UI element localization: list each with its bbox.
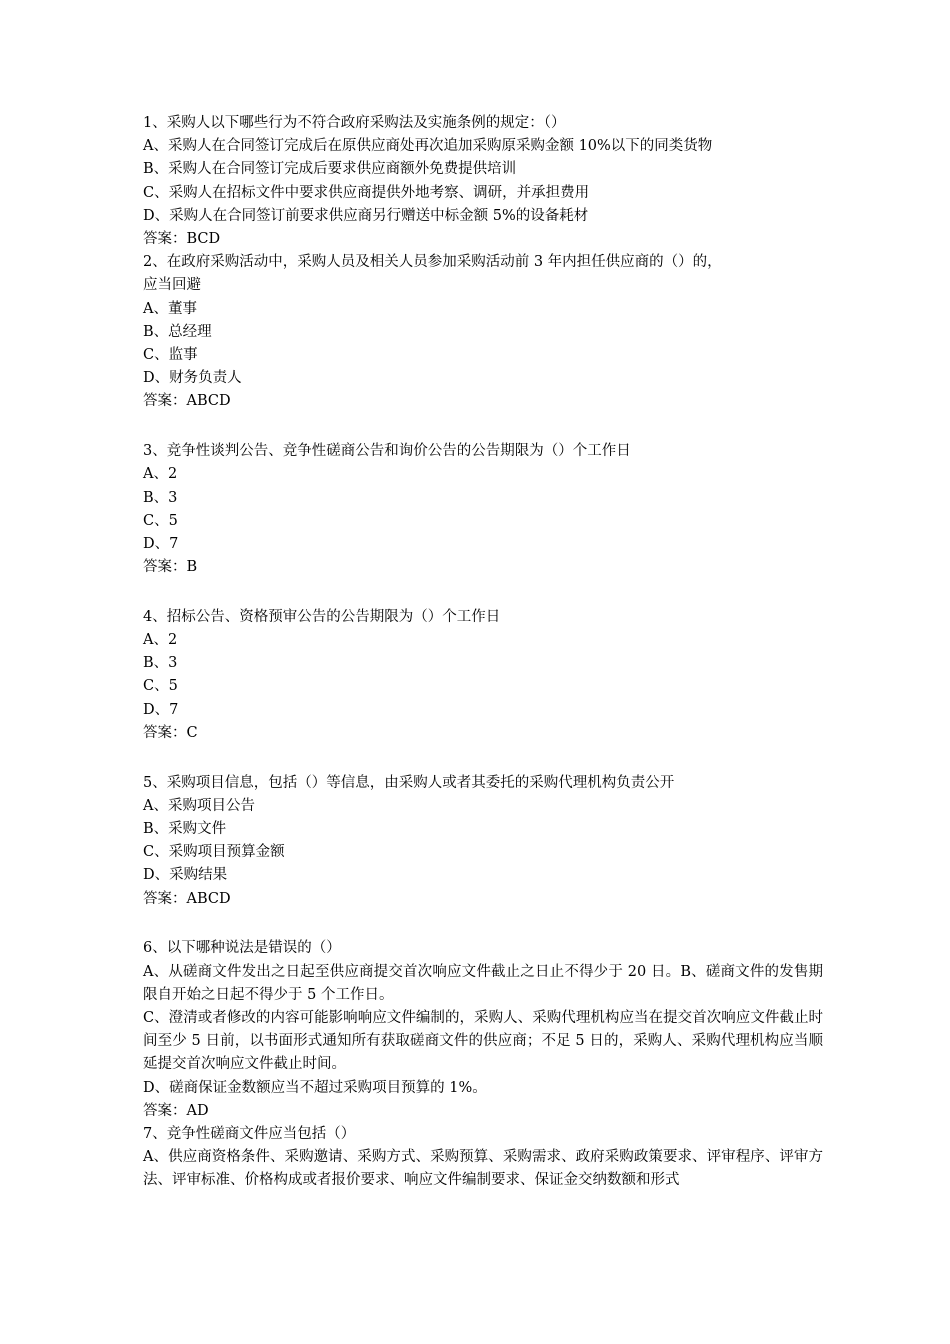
answer: 答案：C <box>143 724 198 741</box>
option-a: A、采购人在合同签订完成后在原供应商处再次追加采购原采购金额 10%以下的同类货物 <box>143 138 713 155</box>
option-a: A、2 <box>143 466 178 483</box>
option-c: C、监事 <box>143 347 198 364</box>
spacer <box>143 414 823 441</box>
option-d: D、财务负责人 <box>143 370 242 387</box>
question-stem: 6、以下哪种说法是错误的（） <box>143 940 341 957</box>
question-1 <box>143 112 823 251</box>
option-a: A、从磋商文件发出之日起至供应商提交首次响应文件截止之日止不得少于 20 日。B、磋商文件的发售期限自开始之日起不得少于 5 个工作日。 <box>143 963 823 1003</box>
option-b: B、3 <box>143 489 178 506</box>
question-6 <box>143 937 823 1123</box>
option-c: C、5 <box>143 512 178 529</box>
question-2 <box>143 251 823 413</box>
option-d: D、7 <box>143 701 179 718</box>
answer: 答案：ABCD <box>143 890 231 907</box>
question-stem: 7、竞争性磋商文件应当包括（） <box>143 1125 356 1142</box>
option-d: D、采购结果 <box>143 867 228 884</box>
option-c: C、澄清或者修改的内容可能影响响应文件编制的，采购人、采购代理机构应当在提交首次响应文件截止时间至少 5 日前，以书面形式通知所有获取磋商文件的供应商；不足 5 日的，采购人、采购代理机构应当顺延提交首次响应文件截止时间。 <box>143 1009 823 1073</box>
question-4 <box>143 606 823 745</box>
question-stem: 1、采购人以下哪些行为不符合政府采购法及实施条例的规定：（） <box>143 115 566 131</box>
option-a: A、董事 <box>143 300 197 317</box>
question-stem: 3、竞争性谈判公告、竞争性磋商公告和询价公告的公告期限为（）个工作日 <box>143 443 631 460</box>
option-d: D、采购人在合同签订前要求供应商另行赠送中标金额 5%的设备耗材 <box>143 207 589 224</box>
option-a: A、2 <box>143 632 178 649</box>
question-stem-continued: 应当回避 <box>143 277 201 294</box>
document-body <box>143 112 823 1193</box>
option-d: D、7 <box>143 535 179 552</box>
option-c: C、5 <box>143 678 178 695</box>
option-a: A、供应商资格条件、采购邀请、采购方式、采购预算、采购需求、政府采购政策要求、评审程序、评审方法、评审标准、价格构成或者报价要求、响应文件编制要求、保证金交纳数额和形式 <box>143 1149 823 1189</box>
answer: 答案：ABCD <box>143 393 231 410</box>
option-b: B、总经理 <box>143 323 212 340</box>
spacer <box>143 911 823 938</box>
question-stem: 2、在政府采购活动中，采购人员及相关人员参加采购活动前 3 年内担任供应商的（）的， <box>143 254 722 271</box>
question-5 <box>143 772 823 911</box>
option-b: B、3 <box>143 655 178 672</box>
question-stem: 4、招标公告、资格预审公告的公告期限为（）个工作日 <box>143 608 501 625</box>
spacer <box>143 745 823 772</box>
option-b: B、采购文件 <box>143 820 227 837</box>
answer: 答案：AD <box>143 1102 209 1119</box>
option-c: C、采购项目预算金额 <box>143 844 285 861</box>
option-c: C、采购人在招标文件中要求供应商提供外地考察、调研，并承担费用 <box>143 184 590 201</box>
question-7 <box>143 1123 823 1193</box>
question-3 <box>143 440 823 579</box>
option-d: D、磋商保证金数额应当不超过采购项目预算的 1%。 <box>143 1079 487 1096</box>
spacer <box>143 579 823 606</box>
option-b: B、采购人在合同签订完成后要求供应商额外免费提供培训 <box>143 161 517 178</box>
answer: 答案：B <box>143 559 198 576</box>
answer: 答案：BCD <box>143 231 221 248</box>
question-stem: 5、采购项目信息，包括（）等信息，由采购人或者其委托的采购代理机构负责公开 <box>143 774 675 791</box>
option-a: A、采购项目公告 <box>143 797 255 814</box>
